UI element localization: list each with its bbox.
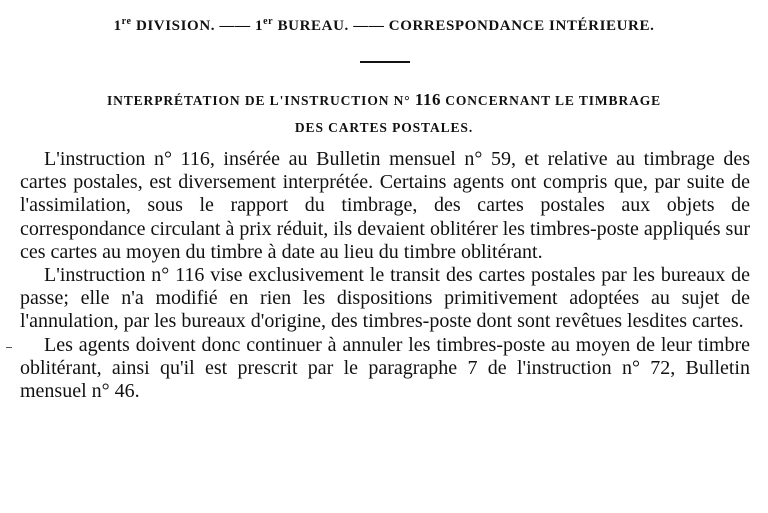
division-number: 1 (113, 18, 122, 34)
paragraph-2: L'instruction n° 116 vise exclusivement le transit des cartes postales par les bureaux de passe; elle n'a modifié en rien les dispositions primitivement adoptées au sujet de l'annulation, par les bureaux d'origine, des timbres-poste dont sont revêtues lesdites cartes. (20, 264, 750, 333)
title-line-1 (0, 86, 768, 114)
header-separator: —— (219, 18, 251, 34)
bureau-number: 1 (255, 18, 264, 34)
division-label: DIVISION. (135, 18, 216, 34)
article-title (0, 86, 768, 141)
header-separator: —— (353, 18, 385, 34)
title-line-2: DES CARTES POSTALES. (294, 120, 474, 135)
department-label: CORRESPONDANCE INTÉRIEURE. (388, 18, 655, 34)
paragraph-1: L'instruction n° 116, insérée au Bulletin mensuel n° 59, et relative au timbrage des cartes postales, est diversement interprétée. Certains agents ont compris que, par suite de l'assimilation, sous le rapport du timbrage, des cartes postales aux objets de correspondance circulant à prix réduit, ils devaient oblitérer les timbres-poste appliqués sur ces cartes au moyen du timbre à date au lieu du timbre oblitérant. (20, 148, 750, 263)
title-prefix: INTERPRÉTATION DE L'INSTRUCTION N° (106, 93, 415, 108)
article-body (20, 148, 750, 403)
margin-mark (6, 347, 12, 348)
paragraph-3: Les agents doivent donc continuer à annuler les timbres-poste au moyen de leur timbre oblitérant, ainsi qu'il est prescrit par le paragraphe 7 de l'instruction n° 72, Bulletin mensuel n° 46. (20, 333, 750, 403)
division-superscript: re (121, 16, 132, 27)
section-header (0, 18, 768, 35)
bureau-label: BUREAU. (277, 18, 349, 34)
title-instruction-number: 116 (414, 90, 441, 109)
header-divider (360, 61, 410, 63)
title-suffix: CONCERNANT LE TIMBRAGE (440, 93, 662, 108)
bureau-superscript: er (263, 16, 274, 27)
